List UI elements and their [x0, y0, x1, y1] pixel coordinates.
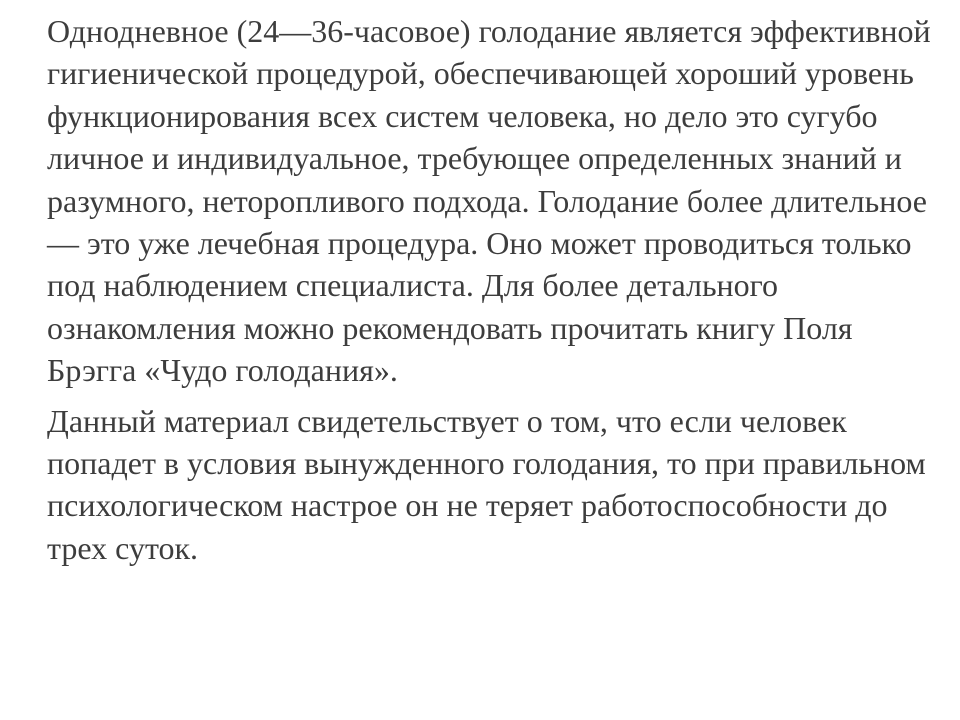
paragraph-fasting-conclusion: Данный материал свидетельствует о том, что если человек попадет в условия вынужденного голодания, то при правильном психологическом настрое он не теряет работоспособности до трех суток.	[47, 402, 926, 566]
paragraph-fasting-intro: Однодневное (24—36-часовое) голодание является эффективной гигиенической процедурой, обеспечивающей хороший уровень функционирования всех систем человека, но дело это сугубо личное и индивидуальное, требующее определенных знаний и разумного, неторопливого подхода. Голодание более длительное — это уже лечебная процедура. Оно может проводиться только под наблюдением специалиста. Для более детального ознакомления можно рекомендовать прочитать книгу Поля Брэгга «Чудо голодания».	[47, 13, 931, 389]
